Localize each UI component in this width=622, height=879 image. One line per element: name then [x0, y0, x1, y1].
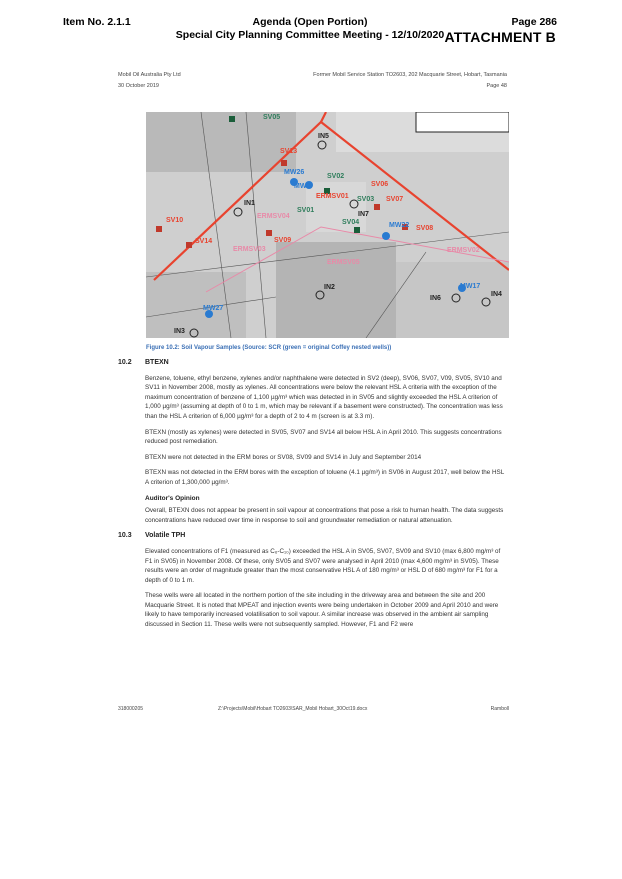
- file-path: Z:\Projects\Mobil\Hobart TO2603\SAR_Mobil Hobart_30Oct19.docx: [218, 706, 368, 712]
- figure-caption: Figure 10.2: Soil Vapour Samples (Source: SCR (green = original Coffey nested wells)): [146, 345, 392, 351]
- label-in6: IN6: [430, 295, 441, 302]
- label-in3: IN3: [174, 328, 185, 335]
- label-sv14: SV14: [195, 238, 213, 245]
- vapour-well-red: [374, 204, 380, 210]
- label-sv05: SV05: [263, 114, 281, 121]
- label-ermsv03: ERMSV03: [233, 246, 266, 253]
- report-page: Page 48: [486, 83, 507, 89]
- soil-vapour-map: [146, 112, 509, 338]
- agenda-title: Agenda (Open Portion): [252, 16, 368, 28]
- monitoring-well: [382, 232, 390, 240]
- label-sv02: SV02: [327, 173, 345, 180]
- map-svg: [146, 112, 509, 338]
- label-ermsv02: ERMSV02: [447, 247, 480, 254]
- label-mw6: MW6: [294, 183, 311, 190]
- map-building: [276, 242, 396, 338]
- company-name: Mobil Oil Australia Pty Ltd: [118, 72, 181, 78]
- label-sv08: SV08: [416, 225, 434, 232]
- label-mw17: MW17: [460, 283, 481, 290]
- document-number: 318000205: [118, 706, 144, 712]
- section-heading-10-3: [118, 531, 508, 541]
- label-sv06: SV06: [371, 181, 389, 188]
- section-number: 10.2: [118, 359, 132, 366]
- label-in2: IN2: [324, 284, 335, 291]
- map-block-nw: [146, 112, 296, 172]
- paragraph: These wells were all located in the northern portion of the site including in the driveway area and between the site and 200 Macquarie Street. It is noted that MPEAT and injection events were being undertaken in October 2009 and April 2010 and were likely to have temporarily increased volatilisation to soil vapour. A similar increase was observed in the ambient air sampling discussed in Section 11. These wells were not subsequently sampled. However, F1 and F2 were: [145, 592, 499, 629]
- label-ermsv05: ERMSV05: [327, 259, 360, 266]
- section-title: Volatile TPH: [145, 532, 186, 540]
- item-number: Item No. 2.1.1: [63, 16, 131, 28]
- label-sv09: SV09: [274, 237, 292, 244]
- paragraph: BTEXN (mostly as xylenes) were detected in SV05, SV07 and SV14 all below HSL A in April 2010. This suggests concentrations reduced post remediation.: [145, 428, 502, 446]
- label-mw22: MW22: [389, 222, 410, 229]
- label-sv10: SV10: [166, 217, 184, 224]
- vapour-well-red: [156, 226, 162, 232]
- report-content: [118, 358, 508, 636]
- label-mw26: MW26: [284, 169, 305, 176]
- label-sv13: SV13: [280, 148, 298, 155]
- label-ermsv01: ERMSV01: [316, 193, 349, 200]
- vapour-well-red: [266, 230, 272, 236]
- paragraph: BTEXN was not detected in the ERM bores with the exception of toluene (4.1 µg/m³) in SV06 in August 2017, well below the HSL A criterion of 1,300,000 µg/m³.: [145, 469, 505, 486]
- attachment-label: ATTACHMENT B: [444, 29, 556, 45]
- paragraph: Overall, BTEXN does not appear be present in soil vapour at concentrations that pose a risk to human health. The data suggests concentrations have reduced over time in response to soil and groundwater remediation or natural attenuation.: [145, 507, 504, 524]
- map-block-sw: [146, 272, 246, 338]
- paragraph: Elevated concentrations of F1 (measured as C₆-C₁₀) exceeded the HSL A in SV05, SV07, SV09 and SV10 (max 6,800 mg/m³ of F1 in SV05) in November 2008. Of these, only SV05 and SV07 were analysed in April 2010 (max 4,600 mg/m³ in SV05). These results were an order of magnitude greater than the most conservative HSL A of 180 mg/m³ or HSL D of 680 mg/m³ for F1 for a depth of 0 to 1 m.: [145, 547, 501, 584]
- section-title: BTEXN: [145, 359, 169, 366]
- label-mw27: MW27: [203, 305, 224, 312]
- label-sv04: SV04: [342, 219, 360, 226]
- report-date: 30 October 2019: [118, 83, 159, 89]
- section-heading-10-2: [118, 358, 508, 368]
- label-sv03: SV03: [357, 196, 375, 203]
- label-in4: IN4: [491, 291, 502, 298]
- label-in1: IN1: [244, 200, 255, 207]
- section-number: 10.3: [118, 532, 132, 540]
- vapour-well-red: [281, 160, 287, 166]
- label-ermsv04: ERMSV04: [257, 213, 290, 220]
- label-sv07: SV07: [386, 196, 404, 203]
- meeting-title: Special City Planning Committee Meeting - 12/10/2020: [175, 29, 445, 41]
- map-legend-box: [416, 112, 509, 132]
- page-number: Page 286: [511, 16, 557, 28]
- auditor-opinion-heading: Auditor's Opinion: [145, 494, 200, 502]
- vapour-well-red: [186, 242, 192, 248]
- label-in5: IN5: [318, 133, 329, 140]
- paragraph: Benzene, toluene, ethyl benzene, xylenes and/or naphthalene were detected in SV2 (deep), SV06, SV07, V09, SV05, SV10 and SV11 in November 2008, mostly as xylenes. All concentrations were below the relevant HSL A criteria with the exception of the maximum concentration of benzene of 1,100 µg/m³ which was detected in in SV05 and slightly exceeded the HSL A criterion of 1,000 µg/m³ (assuming at depth of 0 to 1 m, which may be relevant if a basement were constructed). The concentration was less than the HSL A criterion of 6,000 µg/m³ for a depth of 2 to 4 m (screen is at 3.3 m).: [145, 374, 503, 420]
- paragraph: BTEXN were not detected in the ERM bores or SV08, SV09 and SV14 in July and September 2014: [145, 453, 422, 461]
- footer-company: Ramboll: [490, 706, 509, 712]
- vapour-well-green: [354, 227, 360, 233]
- agenda-heading: [150, 16, 470, 42]
- site-info: [313, 70, 507, 92]
- report-info: [118, 70, 181, 92]
- vapour-well-green: [229, 116, 235, 122]
- site-address: Former Mobil Service Station TO2603, 202 Macquarie Street, Hobart, Tasmania: [313, 72, 507, 78]
- label-sv01: SV01: [297, 207, 315, 214]
- label-in7: IN7: [358, 211, 369, 218]
